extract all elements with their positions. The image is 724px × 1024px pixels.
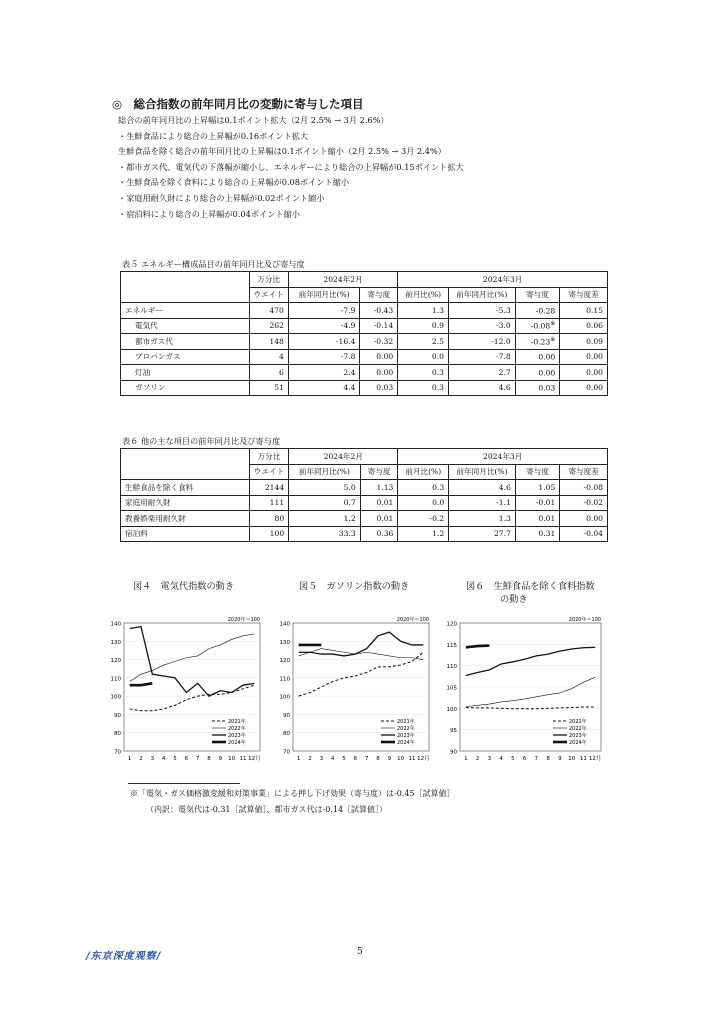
x-tick-label: 3 <box>487 756 492 762</box>
x-tick-label: 10 <box>228 756 236 762</box>
mom-cell: 0.9 <box>398 318 449 334</box>
y-tick-label: 95 <box>450 728 457 735</box>
feb-contrib-cell: 0.36 <box>360 526 398 542</box>
series-line-2024年 <box>130 683 153 685</box>
fig4-electricity-chart <box>104 615 264 767</box>
row-label-text: エネルギー <box>125 305 163 315</box>
fig5-gasoline-chart <box>273 615 433 767</box>
weight-cell: 111 <box>249 495 288 511</box>
table5-header-mom: 前月比(%) <box>398 287 449 303</box>
x-tick-label: 2 <box>308 756 312 762</box>
mar-yoy-cell: -12.0 <box>448 334 515 350</box>
table5-header-feb: 2024年2月 <box>288 272 397 288</box>
weight-cell: 2144 <box>249 480 288 496</box>
feb-yoy-cell: 1.2 <box>289 511 361 527</box>
feb-yoy-cell: -7.8 <box>288 349 360 365</box>
table-row <box>121 526 608 542</box>
weight-cell: 148 <box>249 334 288 350</box>
row-label-text: 都市ガス代 <box>135 336 173 346</box>
mar-contrib-cell <box>515 526 559 542</box>
feb-yoy-cell: 4.4 <box>288 380 360 396</box>
table6-other-items <box>120 448 608 542</box>
legend-label: 2024年 <box>569 740 587 746</box>
mar-yoy-cell: 1.3 <box>449 511 516 527</box>
row-label-text: 生鮮食品を除く食料 <box>125 482 194 492</box>
section-heading: ◎ 総合指数の前年同月比の変動に寄与した項目 <box>112 97 364 111</box>
table-row <box>121 349 608 365</box>
y-tick-label: 140 <box>110 621 121 628</box>
fig6-title-line2: の動き <box>500 594 528 605</box>
table6-caption: 表６ 他の主な項目の前年同月比及び寄与度 <box>122 436 281 446</box>
weight-cell: 80 <box>249 511 288 527</box>
table6-header-mar: 2024年3月 <box>398 449 608 465</box>
y-tick-label: 120 <box>446 621 457 628</box>
row-label-text: 教養娯楽用耐久財 <box>125 513 186 523</box>
x-tick-label: 9 <box>218 756 223 762</box>
x-tick-label: 1 <box>296 756 301 762</box>
y-tick-label: 80 <box>283 731 290 738</box>
mar-contrib-cell <box>515 334 560 350</box>
x-tick-label: 4 <box>499 756 503 762</box>
mar-contrib-value: -0.08 <box>530 322 551 332</box>
mar-contrib-value: 1.05 <box>538 482 556 492</box>
legend-label: 2021年 <box>569 719 587 725</box>
base-year-note: 2020年＝100 <box>227 617 260 623</box>
x-tick-label: 12月 <box>417 756 430 762</box>
feb-contrib-cell: 1.13 <box>360 480 398 496</box>
x-tick-label: 7 <box>364 756 369 762</box>
summary-line: ・宿泊料により総合の上昇幅が0.04ポイント縮小 <box>118 208 300 219</box>
diff-cell: 0.06 <box>560 318 608 334</box>
y-tick-label: 140 <box>279 621 290 628</box>
diff-cell: 0.15 <box>560 303 608 319</box>
legend-label: 2021年 <box>397 719 415 725</box>
mar-contrib-value: 0.00 <box>538 353 556 363</box>
mar-yoy-cell: -3.0 <box>448 318 515 334</box>
x-tick-label: 5 <box>173 756 177 762</box>
note-divider <box>128 783 240 784</box>
row-label <box>121 380 250 396</box>
table-row <box>121 495 608 511</box>
mar-contrib-cell <box>515 480 559 496</box>
series-line-2021年 <box>299 652 424 696</box>
x-tick-label: 11 <box>408 756 416 762</box>
x-tick-label: 10 <box>568 756 576 762</box>
base-year-note: 2020年＝100 <box>568 617 601 623</box>
summary-line: ・生鮮食品を除く食料により総合の上昇幅が0.08ポイント縮小 <box>118 177 350 188</box>
table6-header-diff: 寄与度差 <box>560 464 608 480</box>
mar-contrib-cell <box>515 380 560 396</box>
weight-cell: 51 <box>249 380 288 396</box>
x-tick-label: 1 <box>127 756 132 762</box>
legend-label: 2023年 <box>397 733 415 739</box>
legend-label: 2022年 <box>228 726 246 732</box>
y-tick-label: 70 <box>114 749 121 756</box>
row-label-text: 灯油 <box>135 367 151 377</box>
summary-line: ・生鮮食品により総合の上昇幅が0.16ポイント拡大 <box>118 130 309 141</box>
x-tick-label: 9 <box>558 756 562 762</box>
row-label <box>121 349 250 365</box>
row-label-text: 電気代 <box>135 321 158 331</box>
x-tick-label: 8 <box>207 756 211 762</box>
mar-contrib-value: -0.01 <box>535 498 556 508</box>
mom-cell: 2.5 <box>398 334 449 350</box>
feb-contrib-cell: 0.03 <box>360 380 398 396</box>
legend-label: 2021年 <box>228 719 246 725</box>
legend-label: 2022年 <box>569 726 587 732</box>
mar-contrib-value: 0.01 <box>538 513 556 523</box>
feb-yoy-cell: -7.9 <box>288 303 360 319</box>
diff-cell: 0.00 <box>560 365 608 381</box>
table5-header-mar-yoy: 前年同月比(%) <box>448 287 515 303</box>
table5-corner-bottom <box>121 287 250 303</box>
y-tick-label: 115 <box>446 642 457 649</box>
table5-header-weight-top: 万分比 <box>249 272 288 288</box>
x-tick-label: 7 <box>534 756 539 762</box>
feb-contrib-cell: 0.01 <box>360 495 398 511</box>
table6-header-weight-bottom: ウエイト <box>249 464 288 480</box>
y-tick-label: 100 <box>110 694 121 701</box>
table6-header-feb: 2024年2月 <box>289 449 398 465</box>
y-tick-label: 80 <box>114 731 121 738</box>
legend-label: 2024年 <box>397 740 415 746</box>
y-tick-label: 110 <box>279 676 290 683</box>
series-line-2023年 <box>130 627 255 696</box>
mar-contrib-value: 0.03 <box>538 384 556 394</box>
mom-cell: 1.3 <box>398 303 449 319</box>
x-tick-label: 10 <box>397 756 405 762</box>
feb-contrib-cell: 0.01 <box>360 511 398 527</box>
mar-contrib-cell <box>515 303 560 319</box>
summary-line: ・家庭用耐久財により総合の上昇幅が0.02ポイント縮小 <box>118 192 325 203</box>
feb-yoy-cell: -16.4 <box>288 334 360 350</box>
table-row <box>121 303 608 319</box>
x-tick-label: 5 <box>342 756 346 762</box>
base-year-note: 2020年＝100 <box>396 617 429 623</box>
x-tick-label: 7 <box>195 756 200 762</box>
y-tick-label: 120 <box>279 658 290 665</box>
table6-corner <box>121 449 250 465</box>
mar-yoy-cell: 4.6 <box>449 480 516 496</box>
y-tick-label: 130 <box>110 639 121 646</box>
mom-cell: 0.3 <box>398 380 449 396</box>
row-label <box>121 511 250 527</box>
table6-header-feb-contrib: 寄与度 <box>360 464 398 480</box>
x-tick-label: 4 <box>161 756 166 762</box>
y-tick-label: 90 <box>450 749 457 756</box>
row-label <box>121 365 250 381</box>
feb-contrib-cell: 0.00 <box>360 365 398 381</box>
fig6-title: 図６ 生鮮食品を除く食料指数 <box>466 581 595 592</box>
table6-header-mar-yoy: 前年同月比(%) <box>449 464 516 480</box>
y-tick-label: 110 <box>110 676 121 683</box>
fig4-title: 図４ 電気代指数の動き <box>133 581 235 592</box>
table5-header-weight-bottom: ウエイト <box>249 287 288 303</box>
series-line-2023年 <box>466 647 595 675</box>
row-label-text: 宿泊料 <box>125 529 148 539</box>
y-tick-label: 90 <box>283 712 290 719</box>
legend-label: 2022年 <box>397 726 415 732</box>
diff-cell: 0.09 <box>560 334 608 350</box>
table5-corner <box>121 272 250 288</box>
table5-caption: 表５ エネルギー構成品目の前年同月比及び寄与度 <box>122 259 305 269</box>
diff-cell: -0.08 <box>560 480 608 496</box>
y-tick-label: 100 <box>279 694 290 701</box>
mom-cell: -0.2 <box>398 511 449 527</box>
x-tick-label: 12月 <box>248 756 261 762</box>
table-row <box>121 380 608 396</box>
mar-yoy-cell: -1.1 <box>449 495 516 511</box>
x-tick-label: 11 <box>579 756 587 762</box>
table-row <box>121 365 608 381</box>
footnote-line2: （内訳：電気代は-0.31［試算値］、都市ガス代は-0.14［試算値］） <box>146 805 388 814</box>
row-label-text: プロパンガス <box>135 352 181 362</box>
summary-bullets <box>118 113 464 222</box>
x-tick-label: 8 <box>376 756 380 762</box>
table5-header-diff: 寄与度差 <box>560 287 608 303</box>
weight-cell: 4 <box>249 349 288 365</box>
footnote-line1: ※「電気・ガス価格激変緩和対策事業」による押し下げ効果（寄与度）は-0.45［試算値］ <box>130 789 455 798</box>
mar-contrib-cell <box>515 349 560 365</box>
diff-cell: 0.00 <box>560 511 608 527</box>
x-tick-label: 2 <box>475 756 480 762</box>
x-tick-label: 2 <box>139 756 143 762</box>
feb-contrib-cell: -0.14 <box>360 318 398 334</box>
diff-cell: -0.04 <box>560 526 608 542</box>
mar-contrib-value: -0.28 <box>535 306 556 316</box>
weight-cell: 100 <box>249 526 288 542</box>
mar-contrib-cell <box>515 365 560 381</box>
table6-corner-bottom <box>121 464 250 480</box>
y-tick-label: 105 <box>446 685 457 692</box>
summary-line: ・都市ガス代、電気代の下落幅が縮小し、エネルギーにより総合の上昇幅が0.15ポイント拡大 <box>118 161 464 172</box>
table6-header-weight-top: 万分比 <box>249 449 288 465</box>
mar-contrib-cell <box>515 495 559 511</box>
mar-contrib-cell <box>515 318 560 334</box>
table5-header-mar: 2024年3月 <box>398 272 608 288</box>
x-tick-label: 1 <box>464 756 468 762</box>
x-tick-label: 11 <box>239 756 247 762</box>
y-tick-label: 110 <box>446 664 457 671</box>
table6-header-feb-yoy: 前年同月比(%) <box>289 464 361 480</box>
weight-cell: 6 <box>249 365 288 381</box>
legend-label: 2023年 <box>228 733 246 739</box>
x-tick-label: 5 <box>511 756 515 762</box>
x-tick-label: 8 <box>546 756 550 762</box>
fig5-title: 図５ ガソリン指数の動き <box>299 581 410 592</box>
row-label <box>121 480 250 496</box>
feb-yoy-cell: 33.3 <box>289 526 361 542</box>
note-mark: ※ <box>550 320 556 328</box>
weight-cell: 262 <box>249 318 288 334</box>
x-tick-label: 6 <box>522 756 527 762</box>
y-tick-label: 120 <box>110 658 121 665</box>
table6-header-mar-contrib: 寄与度 <box>515 464 559 480</box>
series-line-2021年 <box>130 685 255 711</box>
note-mark: ※ <box>550 335 556 343</box>
x-tick-label: 12月 <box>588 756 602 762</box>
mom-cell: 0.0 <box>398 349 449 365</box>
series-line-2022年 <box>466 677 595 706</box>
x-tick-label: 3 <box>150 756 155 762</box>
mom-cell: 1.2 <box>398 526 449 542</box>
feb-contrib-cell: -0.32 <box>360 334 398 350</box>
mar-yoy-cell: 27.7 <box>449 526 516 542</box>
table5-header-feb-contrib: 寄与度 <box>360 287 398 303</box>
legend-label: 2023年 <box>569 733 587 739</box>
mar-yoy-cell: -5.3 <box>448 303 515 319</box>
x-tick-label: 6 <box>353 756 358 762</box>
weight-cell: 470 <box>249 303 288 319</box>
mar-yoy-cell: 2.7 <box>448 365 515 381</box>
diff-cell: 0.00 <box>560 380 608 396</box>
row-label <box>121 526 250 542</box>
page-number: 5 <box>357 947 363 957</box>
mar-contrib-value: -0.23 <box>530 337 551 347</box>
mar-contrib-value: 0.00 <box>538 368 556 378</box>
mom-cell: 0.0 <box>398 495 449 511</box>
row-label <box>121 303 250 319</box>
table5-header-mar-contrib: 寄与度 <box>515 287 560 303</box>
x-tick-label: 4 <box>330 756 335 762</box>
mar-yoy-cell: -7.8 <box>448 349 515 365</box>
mar-contrib-value: 0.31 <box>538 529 556 539</box>
table5-header-feb-yoy: 前年同月比(%) <box>288 287 360 303</box>
summary-line: 生鮮食品を除く総合の前年同月比の上昇幅は0.1ポイント縮小（2月 2.5% → 3月 2.4%） <box>118 146 446 157</box>
feb-yoy-cell: 2.4 <box>288 365 360 381</box>
mar-contrib-cell <box>515 511 559 527</box>
y-tick-label: 130 <box>279 639 290 646</box>
feb-contrib-cell: 0.00 <box>360 349 398 365</box>
diff-cell: -0.02 <box>560 495 608 511</box>
row-label-text: 家庭用耐久財 <box>125 498 171 508</box>
legend-label: 2024年 <box>228 740 246 746</box>
row-label <box>121 495 250 511</box>
feb-yoy-cell: 5.0 <box>289 480 361 496</box>
mar-yoy-cell: 4.6 <box>448 380 515 396</box>
mom-cell: 0.3 <box>398 480 449 496</box>
y-tick-label: 90 <box>114 712 121 719</box>
feb-contrib-cell: -0.43 <box>360 303 398 319</box>
x-tick-label: 3 <box>319 756 324 762</box>
y-tick-label: 70 <box>283 749 290 756</box>
mom-cell: 0.3 <box>398 365 449 381</box>
table-row <box>121 334 608 350</box>
table6-header-mom: 前月比(%) <box>398 464 449 480</box>
fig6-food-chart <box>440 615 605 767</box>
table-row <box>121 318 608 334</box>
table-row <box>121 480 608 496</box>
feb-yoy-cell: -4.9 <box>288 318 360 334</box>
series-line-2024年 <box>466 646 490 648</box>
row-label-text: ガソリン <box>135 383 166 393</box>
feb-yoy-cell: 0.7 <box>289 495 361 511</box>
y-tick-label: 100 <box>446 706 457 713</box>
summary-line: 総合の前年同月比の上昇幅は0.1ポイント拡大（2月 2.5% → 3月 2.6%） <box>118 115 389 125</box>
watermark-logo: /东京深度观察/ <box>86 951 162 962</box>
diff-cell: 0.00 <box>560 349 608 365</box>
x-tick-label: 9 <box>387 756 392 762</box>
row-label <box>121 318 250 334</box>
table5-energy <box>120 271 608 396</box>
table-row <box>121 511 608 527</box>
x-tick-label: 6 <box>184 756 189 762</box>
row-label <box>121 334 250 350</box>
